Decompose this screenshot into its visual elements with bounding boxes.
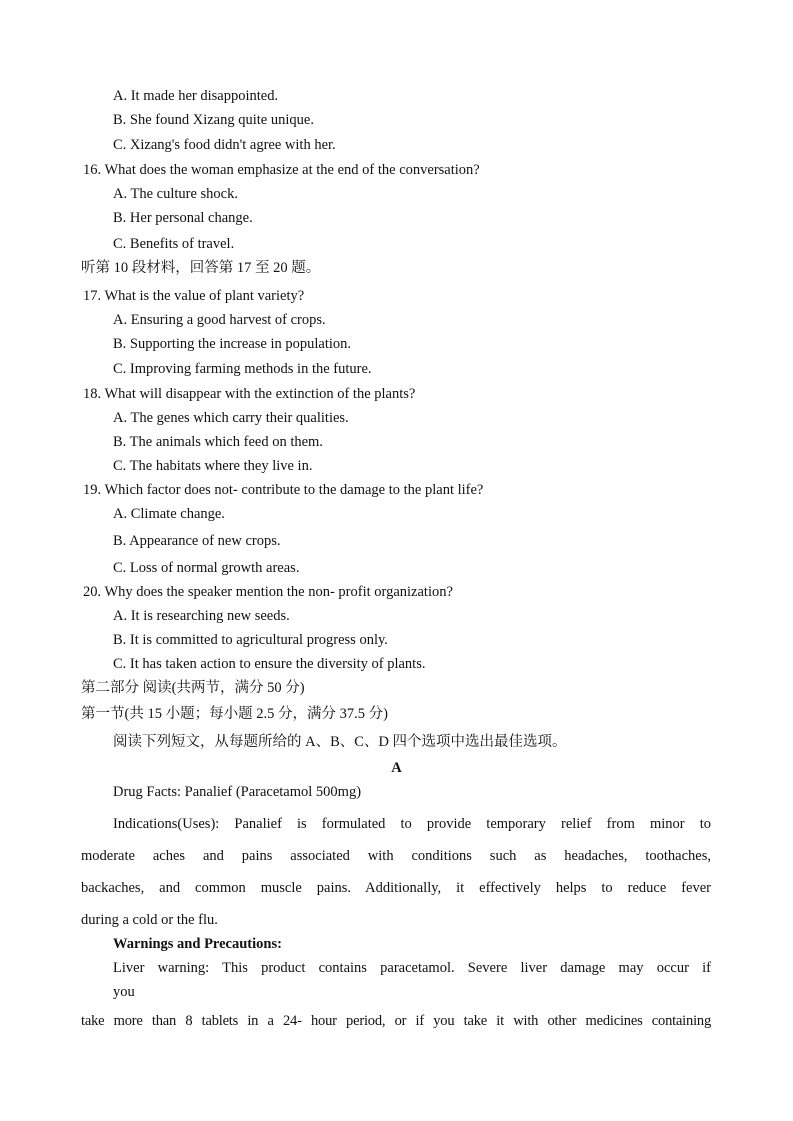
q20-option-a: A. It is researching new seeds. [113, 608, 290, 624]
q16-option-b: B. Her personal change. [113, 210, 253, 226]
indications-line-2: moderate aches and pains associated with conditions such as headaches, toothaches, [81, 848, 711, 864]
liver-warning-line-3: take more than 8 tablets in a 24- hour period, or if you take it with other medicines containing [81, 1013, 711, 1029]
q17-option-b: B. Supporting the increase in population. [113, 336, 352, 352]
section1-heading: 第一节(共 15 小题；每小题 2.5 分，满分 37.5 分) [81, 706, 388, 722]
q16-option-c: C. Benefits of travel. [113, 236, 235, 252]
q20-question: 20. Why does the speaker mention the non- profit organization? [83, 584, 453, 600]
q19-option-c: C. Loss of normal growth areas. [113, 560, 300, 576]
q17-question: 17. What is the value of plant variety? [83, 288, 305, 304]
indications-line-3: backaches, and common muscle pains. Additionally, it effectively helps to reduce fever [81, 880, 711, 896]
q19-question: 19. Which factor does not- contribute to the damage to the plant life? [83, 482, 484, 498]
q18-option-b: B. The animals which feed on them. [113, 434, 323, 450]
indications-line-1: Indications(Uses): Panalief is formulated to provide temporary relief from minor to [113, 816, 711, 832]
q15-option-b: B. She found Xizang quite unique. [113, 112, 314, 128]
q17-option-a: A. Ensuring a good harvest of crops. [113, 312, 326, 328]
part2-heading: 第二部分 阅读(共两节，满分 50 分) [81, 680, 305, 696]
indications-line-4: during a cold or the flu. [81, 912, 218, 928]
q16-question: 16. What does the woman emphasize at the end of the conversation? [83, 162, 480, 178]
section10-instruction: 听第 10 段材料，回答第 17 至 20 题。 [81, 260, 321, 276]
liver-warning-line-1: Liver warning: This product contains paracetamol. Severe liver damage may occur if [113, 960, 711, 976]
q19-option-a: A. Climate change. [113, 506, 225, 522]
liver-warning-line-2: you [113, 984, 135, 1000]
q18-question: 18. What will disappear with the extinction of the plants? [83, 386, 416, 402]
q18-option-a: A. The genes which carry their qualities. [113, 410, 349, 426]
q15-option-a: A. It made her disappointed. [113, 88, 279, 104]
q15-option-c: C. Xizang's food didn't agree with her. [113, 137, 336, 153]
q16-option-a: A. The culture shock. [113, 186, 238, 202]
passage-letter: A [391, 760, 402, 776]
q19-option-b: B. Appearance of new crops. [113, 533, 281, 549]
q20-option-b: B. It is committed to agricultural progress only. [113, 632, 388, 648]
q17-option-c: C. Improving farming methods in the future. [113, 361, 372, 377]
drug-facts-title: Drug Facts: Panalief (Paracetamol 500mg) [113, 784, 362, 800]
q20-option-c: C. It has taken action to ensure the diversity of plants. [113, 656, 426, 672]
warnings-heading: Warnings and Precautions: [113, 936, 282, 952]
reading-instruction: 阅读下列短文，从每题所给的 A、B、C、D 四个选项中选出最佳选项。 [113, 734, 567, 750]
q18-option-c: C. The habitats where they live in. [113, 458, 313, 474]
